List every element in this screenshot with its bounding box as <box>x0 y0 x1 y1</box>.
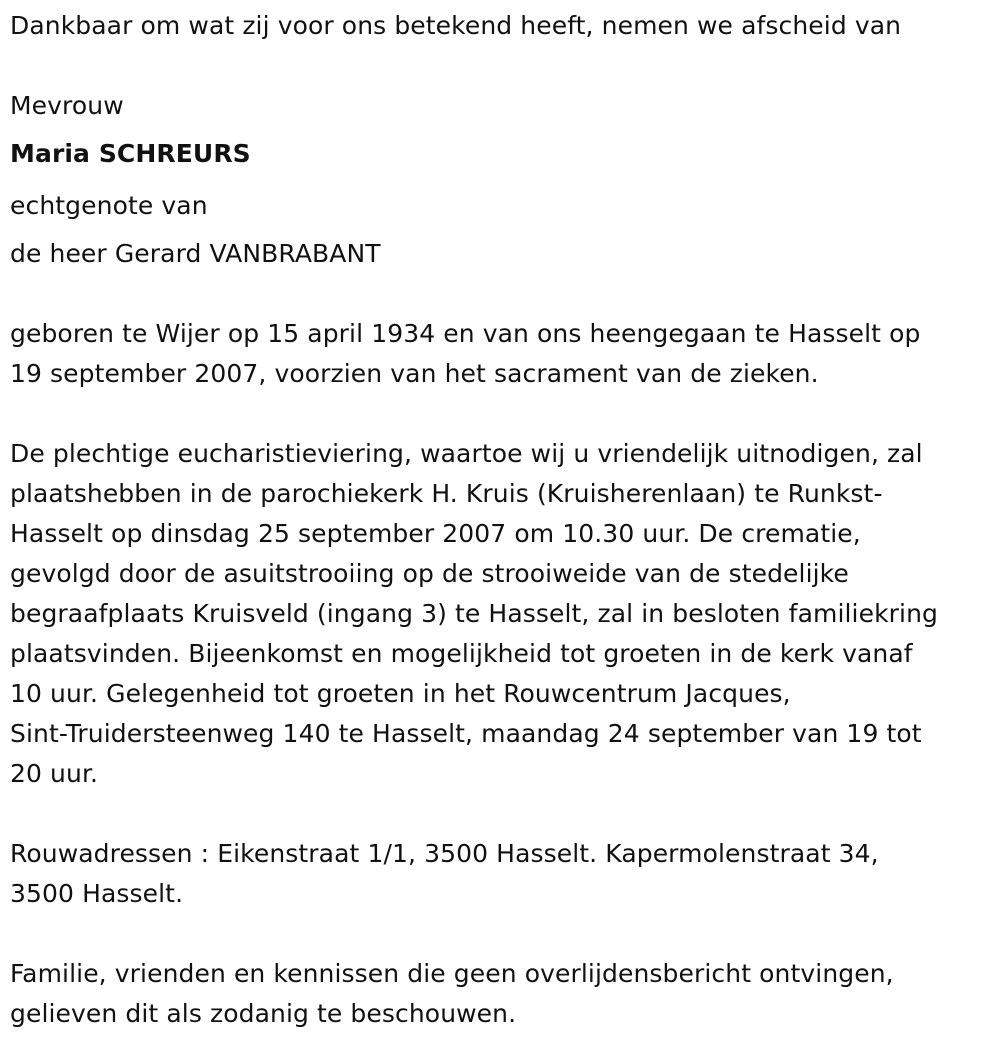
closing-paragraph <box>10 954 995 1034</box>
paragraph-line: Familie, vrienden en kennissen die geen overlijdensbericht ontvingen, <box>10 959 894 988</box>
spouse-name: de heer Gerard VANBRABANT <box>10 239 381 268</box>
deceased-name: Maria SCHREURS <box>10 139 251 168</box>
paragraph-line: begraafplaats Kruisveld (ingang 3) te Hasselt, zal in besloten familiekring <box>10 599 938 628</box>
birth-paragraph <box>10 314 995 394</box>
obituary-document <box>10 6 995 1034</box>
paragraph-line: gevolgd door de asuitstrooiing op de strooiweide van de stedelijke <box>10 559 849 588</box>
spacer <box>10 278 995 314</box>
paragraph-line: Hasselt op dinsdag 25 september 2007 om 10.30 uur. De crematie, <box>10 519 861 548</box>
intro-text: Dankbaar om wat zij voor ons betekend heeft, nemen we afscheid van <box>10 11 902 40</box>
paragraph-line: plaatsvinden. Bijeenkomst en mogelijkheid tot groeten in de kerk vanaf <box>10 639 913 668</box>
paragraph-line: gelieven dit als zodanig te beschouwen. <box>10 999 517 1028</box>
paragraph-line: plaatshebben in de parochiekerk H. Kruis (Kruisherenlaan) te Runkst- <box>10 479 883 508</box>
spacer <box>10 46 995 86</box>
address-paragraph <box>10 834 995 914</box>
paragraph-line: Sint-Truidersteenweg 140 te Hasselt, maandag 24 september van 19 tot <box>10 719 922 748</box>
spacer <box>10 794 995 834</box>
honorific-title: Mevrouw <box>10 91 124 120</box>
spacer <box>10 914 995 954</box>
ceremony-paragraph <box>10 434 995 794</box>
relation-text: echtgenote van <box>10 191 208 220</box>
paragraph-line: De plechtige eucharistieviering, waartoe wij u vriendelijk uitnodigen, zal <box>10 439 923 468</box>
paragraph-line: 10 uur. Gelegenheid tot groeten in het Rouwcentrum Jacques, <box>10 679 791 708</box>
paragraph-line: geboren te Wijer op 15 april 1934 en van ons heengegaan te Hasselt op <box>10 319 921 348</box>
paragraph-line: 19 september 2007, voorzien van het sacrament van de zieken. <box>10 359 819 388</box>
paragraph-line: Rouwadressen : Eikenstraat 1/1, 3500 Hasselt. Kapermolenstraat 34, <box>10 839 879 868</box>
paragraph-line: 20 uur. <box>10 759 99 788</box>
paragraph-line: 3500 Hasselt. <box>10 879 184 908</box>
spacer <box>10 394 995 434</box>
